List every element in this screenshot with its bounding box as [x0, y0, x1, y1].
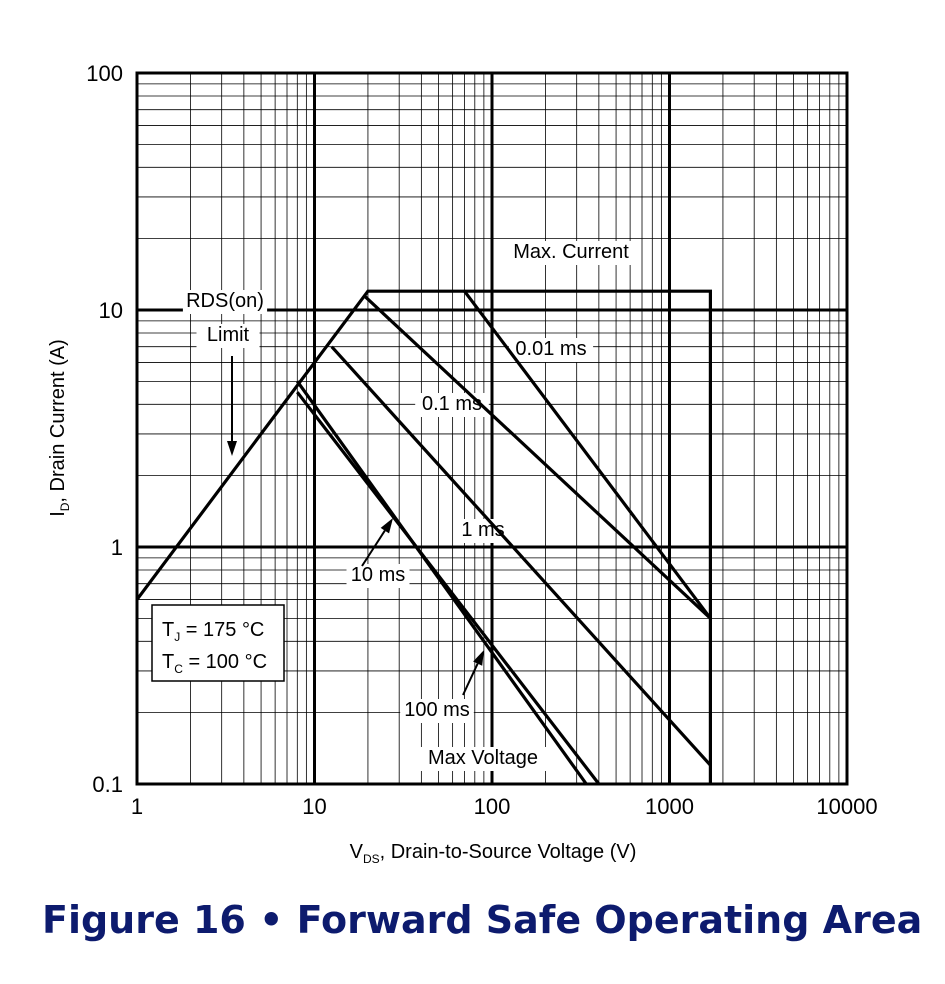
y-tick-label: 100: [86, 61, 123, 86]
y-tick-label: 0.1: [92, 772, 123, 797]
x-axis-label: [350, 841, 637, 866]
condition-rest: = 100 °C: [182, 651, 268, 673]
annotation-t01: 0.1 ms: [421, 393, 483, 415]
tick-labels: [86, 61, 877, 819]
condition-sub: C: [174, 662, 183, 676]
y-axis-label-main: I: [47, 511, 69, 517]
ten-ms-arrow-head: [381, 518, 393, 533]
series-line-ms100: [297, 381, 586, 784]
x-axis-label-sub: DS: [362, 852, 380, 866]
condition-rest: = 175 °C: [180, 619, 265, 641]
series-line-dc10ms: [297, 392, 599, 784]
series-line-ms1: [332, 347, 711, 766]
y-axis-label: [47, 339, 72, 517]
x-tick-label: 1000: [645, 794, 694, 819]
annotation-rds_on_1: RDS(on): [186, 290, 264, 312]
annotation-rds_on_2: Limit: [206, 324, 250, 346]
figure-caption: Figure 16 • Forward Safe Operating Area: [42, 898, 923, 942]
annotation-t100: 100 ms: [404, 699, 470, 721]
annotation-t1: 1 ms: [461, 519, 505, 541]
condition-main: T: [162, 651, 175, 673]
rds-arrow-head: [227, 441, 237, 456]
x-tick-label: 100: [473, 794, 511, 819]
y-tick-label: 1: [110, 535, 123, 560]
annotation-max_voltage: Max Voltage: [427, 747, 539, 769]
conditions-box: [152, 605, 284, 681]
y-tick-label: 10: [98, 298, 123, 323]
x-axis-label-rest: , Drain-to-Source Voltage (V): [379, 841, 637, 863]
annotation-t10: 10 ms: [350, 564, 406, 586]
x-tick-label: 1: [130, 794, 144, 819]
x-tick-label: 10: [302, 794, 327, 819]
y-axis-label-rest: , Drain Current (A): [47, 339, 69, 503]
annotations: [186, 241, 629, 769]
x-axis-label-main: V: [349, 841, 363, 863]
hundred-ms-arrow-shaft: [463, 664, 478, 695]
annotation-t001: 0.01 ms: [515, 338, 587, 360]
condition-main: T: [162, 619, 175, 641]
condition-sub: J: [174, 630, 181, 644]
x-tick-label: 10000: [816, 794, 878, 819]
y-axis-label-sub: D: [58, 502, 72, 512]
annotation-max_current: Max. Current: [513, 241, 629, 263]
